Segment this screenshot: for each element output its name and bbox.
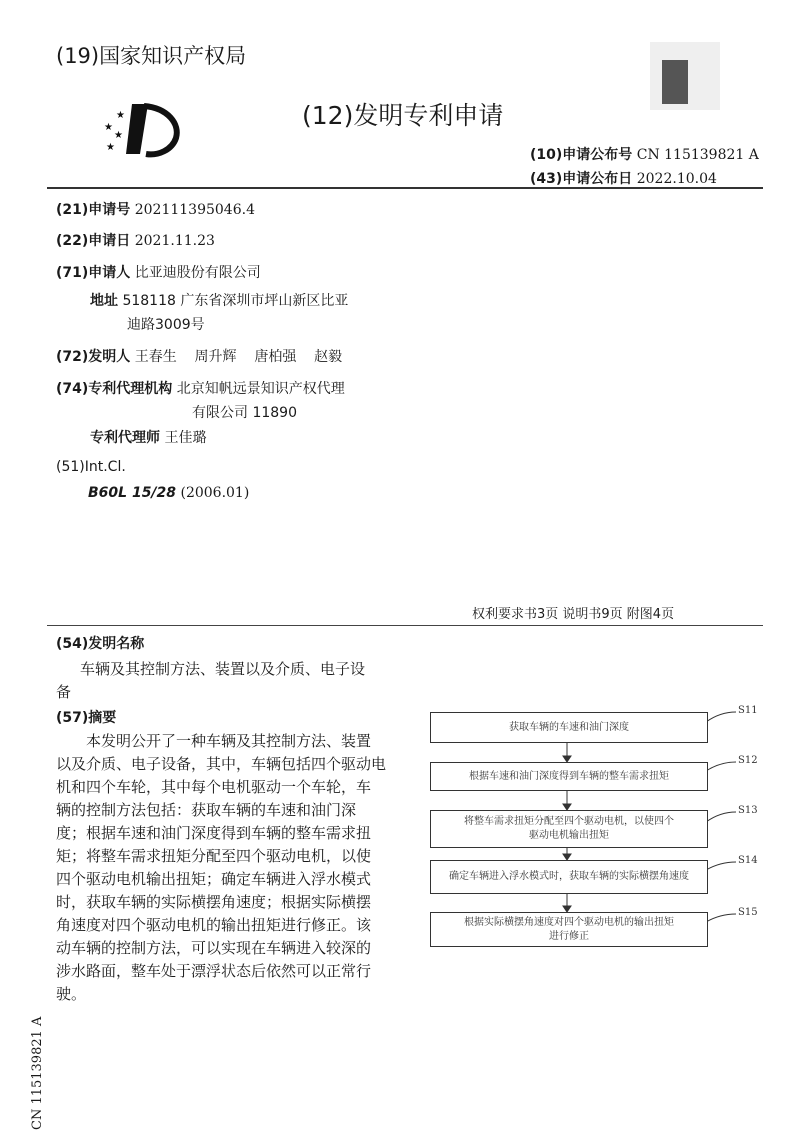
agency-line1: 北京知帆远景知识产权代理	[176, 381, 345, 397]
side-publication-code: CN 115139821 A	[30, 1016, 45, 1130]
logo-star-4: ★	[106, 142, 115, 153]
flow-step-text: 获取车辆的车速和油门深度	[509, 721, 629, 733]
flow-step-s12	[430, 762, 708, 791]
inventor-4: 赵毅	[314, 349, 343, 365]
abstract-line: 四个驱动电机输出扭矩；确定车辆进入浮水模式	[56, 870, 372, 888]
abstract-line: 驶。	[56, 985, 87, 1003]
step-label-s13: S13	[738, 805, 758, 816]
abstract-line: 机和四个车轮，其中每个电机驱动一个车轮，车	[56, 778, 372, 796]
flow-step-text-2: 驱动电机输出扭矩	[529, 830, 609, 841]
agent-value: 王佳璐	[164, 430, 207, 446]
flow-step-s13	[430, 810, 708, 848]
abstract-line: 矩；将整车需求扭矩分配至四个驱动电机，以使	[56, 847, 372, 865]
page-counts: 权利要求书3页 说明书9页 附图4页	[472, 607, 675, 622]
step-label-s11: S11	[738, 705, 758, 716]
leader-s13	[706, 812, 736, 822]
step-label-s14: S14	[738, 855, 758, 866]
address-line1: 518118 广东省深圳市坪山新区比亚	[122, 293, 349, 309]
pub-no-label: (10)申请公布号	[530, 147, 633, 163]
flow-step-text: 确定车辆进入浮水模式时，获取车辆的实际横摆角速度	[449, 871, 689, 882]
agency-line2: 有限公司 11890	[192, 405, 297, 421]
inventor-1: 王春生	[134, 349, 177, 365]
flow-step-text: 根据实际横摆角速度对四个驱动电机的输出扭矩	[464, 916, 674, 928]
filing-label: (22)申请日	[56, 233, 131, 249]
inventors-label: (72)发明人	[56, 349, 131, 365]
leader-s15	[706, 914, 736, 922]
flow-step-s15	[430, 912, 708, 947]
logo-star-3: ★	[114, 130, 123, 141]
int-cl-label: (51)Int.Cl.	[56, 459, 126, 475]
app-no-value: 202111395046.4	[134, 202, 255, 218]
leader-s14	[706, 862, 736, 870]
office-name: (19)国家知识产权局	[56, 44, 247, 68]
address-line2: 迪路3009号	[127, 317, 205, 333]
pub-date-label: (43)申请公布日	[530, 171, 633, 187]
abstract-line: 涉水路面，整车处于漂浮状态后依然可以正常行	[56, 962, 372, 980]
logo-star-2: ★	[104, 122, 113, 133]
abstract-line: 时，获取车辆的实际横摆角速度；根据实际横摆	[56, 893, 372, 911]
document-type: (12)发明专利申请	[302, 101, 504, 130]
agency-label: (74)专利代理机构	[56, 381, 173, 397]
step-label-s12: S12	[738, 755, 758, 766]
step-label-s15: S15	[738, 907, 758, 918]
flow-step-text: 根据车速和油门深度得到车辆的整车需求扭矩	[469, 770, 669, 782]
pub-date-value: 2022.10.04	[636, 171, 717, 187]
title-line1: 车辆及其控制方法、装置以及介质、电子设	[80, 660, 366, 678]
abstract-label-text: (57)摘要	[56, 710, 117, 726]
pub-no-value: CN 115139821 A	[636, 147, 759, 163]
logo-star-1: ★	[116, 110, 125, 121]
inventor-3: 唐柏强	[254, 349, 297, 365]
abstract-line: 辆的控制方法包括：获取车辆的车速和油门深	[56, 801, 357, 819]
agent-label: 专利代理师	[90, 430, 160, 446]
flow-step-s14	[430, 860, 708, 894]
inventor-2: 周升辉	[194, 349, 237, 365]
applicant-value: 比亚迪股份有限公司	[134, 265, 261, 281]
address-label: 地址	[90, 293, 118, 309]
ipc-year: (2006.01)	[180, 485, 250, 501]
title-line2: 备	[56, 683, 72, 701]
flow-step-text-2: 进行修正	[549, 930, 589, 942]
abstract-line: 以及介质、电子设备，其中，车辆包括四个驱动电	[56, 755, 387, 773]
flow-step-text: 将整车需求扭矩分配至四个驱动电机，以使四个	[464, 816, 674, 827]
applicant-label: (71)申请人	[56, 265, 131, 281]
app-no-label: (21)申请号	[56, 202, 131, 218]
abstract-line: 本发明公开了一种车辆及其控制方法、装置	[86, 732, 372, 750]
flow-step-s11	[430, 712, 708, 743]
title-label-text: (54)发明名称	[56, 636, 145, 652]
leader-s11	[706, 712, 736, 722]
abstract-line: 动车辆的控制方法，可以实现在车辆进入较深的	[56, 939, 372, 957]
abstract-line: 度；根据车速和油门深度得到车辆的整车需求扭	[56, 824, 372, 842]
leader-s12	[706, 762, 736, 771]
ipc-code: B60L 15/28	[88, 485, 177, 501]
filing-value: 2021.11.23	[134, 233, 215, 249]
abstract-line: 角速度对四个驱动电机的输出扭矩进行修正。该	[56, 916, 372, 934]
